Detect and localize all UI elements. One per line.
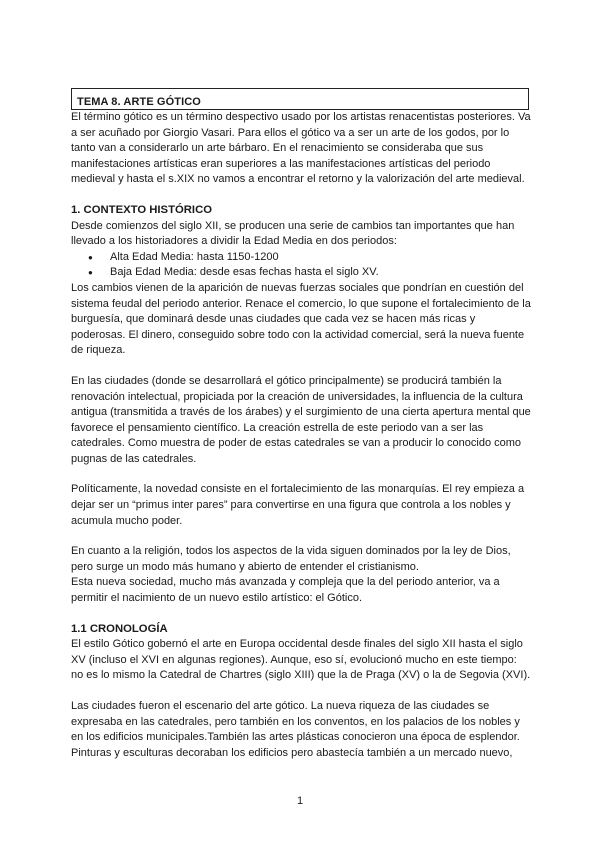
intro-paragraph: El término gótico es un término despectivo usado por los artistas renacentistas posteriores. Va a ser acuñado por Giorgio Vasari. Para ellos el gótico va a ser un arte de los godos, por lo tanto van a considerarlo un arte bárbaro. En el renacimiento se consideraba que sus manifestaciones artísticas eran superiores a las manifestaciones artísticas del periodo medieval y hasta el s.XIX no vamos a encontrar el retorno y la valorización del arte medieval.: [71, 111, 531, 186]
document-page: [71, 88, 531, 761]
paragraph-religion: En cuanto a la religión, todos los aspectos de la vida siguen dominados por la ley de Dios, pero surge un modo más humano y abierto de entender el cristianismo.: [71, 545, 511, 573]
paragraph-sociedad: Esta nueva sociedad, mucho más avanzada y compleja que la del periodo anterior, va a permitir el nacimiento de un nuevo estilo artístico: el Gótico.: [71, 576, 500, 605]
section-heading-cronologia: 1.1 CRONOLOGÍA: [71, 622, 168, 635]
paragraph-arte-ciudades: Las ciudades fueron el escenario del arte gótico. La nueva riqueza de las ciudades se expresaba en las catedrales, pero también en los conventos, en los palacios de los nobles y en los edificios municipales.También las artes plásticas conocieron una época de esplendor. Pinturas y esculturas decoraban los edificios pero abastecía también a un mercado nuevo,: [71, 700, 520, 759]
period-list: [71, 250, 531, 281]
list-item: ● Baja Edad Media: desde esas fechas hasta el siglo XV.: [71, 265, 531, 281]
paragraph-politica: Políticamente, la novedad consiste en el fortalecimiento de las monarquías. El rey empieza a dejar ser un “primus inter pares” para convertirse en una figura que controla a los nobles y acumula mucho poder.: [71, 483, 525, 527]
paragraph-ciudades: En las ciudades (donde se desarrollará el gótico principalmente) se producirá también la renovación intelectual, propiciada por la creación de universidades, la influencia de la cultura antigua (transmitida a través de los árabes) y el surgimiento de una cierta apertura mental que favorece el pensamiento científico. La creación estrella de este periodo van a ser las catedrales. Como muestra de poder de estas catedrales se van a producir lo conocido como pugnas de las catedrales.: [71, 374, 531, 465]
section-lead: Desde comienzos del siglo XII, se producen una serie de cambios tan importantes que han llevado a los historiadores a dividir la Edad Media en dos periodos:: [71, 219, 515, 248]
section-heading-contexto: 1. CONTEXTO HISTÓRICO: [71, 203, 213, 216]
paragraph-cambios: Los cambios vienen de la aparición de nuevas fuerzas sociales que pondrían en cuestión del sistema feudal del periodo anterior. Renace el comercio, lo que supone el fortalecimiento de la burguesía, que dominará desde unas ciudades que cada vez se hacen más ricas y poderosas. El dinero, conseguido sobre todo con la actividad comercial, será la nueva fuente de riqueza.: [71, 281, 531, 357]
list-item: ● Alta Edad Media: hasta 1150-1200: [71, 250, 531, 266]
paragraph-cronologia: El estilo Gótico gobernó el arte en Europa occidental desde finales del siglo XII hasta el siglo XV (incluso el XVI en algunas regiones). Aunque, eso sí, evolucionó mucho en este tiempo: no es lo mismo la Catedral de Chartres (siglo XIII) que la de Praga (XV) o la de Segovia (XVI).: [71, 638, 531, 682]
page-number: 1: [296, 795, 304, 807]
document-title: TEMA 8. ARTE GÓTICO: [77, 96, 201, 108]
title-box: [71, 88, 529, 110]
